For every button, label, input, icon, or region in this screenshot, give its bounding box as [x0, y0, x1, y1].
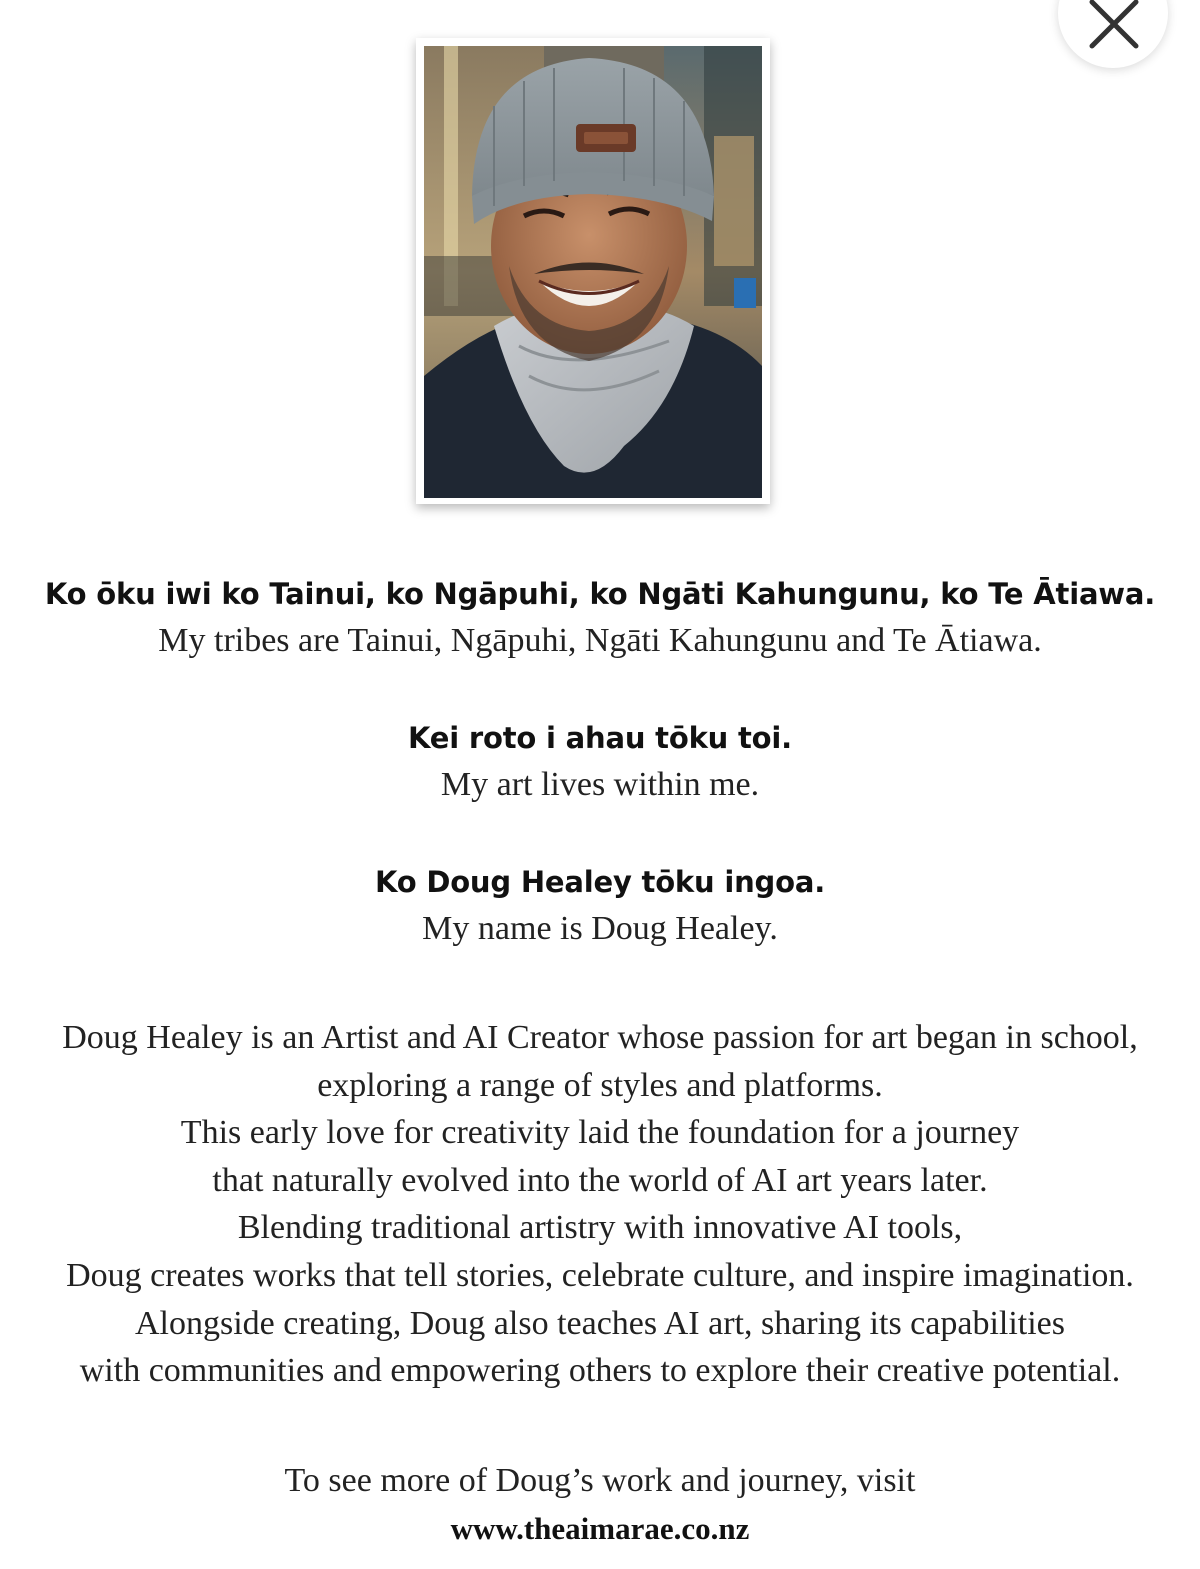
bio-line: Alongside creating, Doug also teaches AI art, sharing its capabilities: [134, 1304, 1066, 1342]
mihi-maori-toi: Kei roto i ahau tōku toi.: [408, 721, 792, 755]
about-content: [0, 570, 1200, 1553]
mihi-english-ingoa: My name is Doug Healey.: [422, 910, 778, 947]
close-button[interactable]: [1058, 0, 1168, 68]
bio-line: This early love for creativity laid the foundation for a journey: [180, 1114, 1020, 1152]
bio-line: exploring a range of styles and platforms.: [317, 1066, 883, 1104]
mihi-english-iwi: My tribes are Tainui, Ngāpuhi, Ngāti Kahungunu and Te Ātiawa.: [158, 622, 1042, 659]
bio-paragraph: [0, 1014, 1200, 1395]
mihi-maori-iwi: Ko ōku iwi ko Tainui, ko Ngāpuhi, ko Ngāti Kahungunu, ko Te Ātiawa.: [44, 577, 1156, 611]
bio-line: Blending traditional artistry with innovative AI tools,: [237, 1209, 963, 1247]
mihi-english-toi: My art lives within me.: [440, 766, 760, 803]
profile-photo: [424, 46, 762, 498]
bio-line: Doug creates works that tell stories, celebrate culture, and inspire imagination.: [66, 1256, 1134, 1294]
website-link[interactable]: www.theaimarae.co.nz: [450, 1510, 750, 1546]
profile-photo-frame: [416, 38, 770, 504]
mihi-maori-ingoa: Ko Doug Healey tōku ingoa.: [374, 865, 826, 899]
cta-text: To see more of Doug’s work and journey, visit: [284, 1461, 916, 1499]
portrait-photo: [424, 46, 762, 498]
close-icon: [1088, 0, 1140, 50]
bio-line: with communities and empowering others to explore their creative potential.: [79, 1352, 1121, 1390]
bio-line: that naturally evolved into the world of AI art years later.: [212, 1161, 988, 1199]
bio-line: Doug Healey is an Artist and AI Creator whose passion for art began in school,: [62, 1019, 1138, 1056]
